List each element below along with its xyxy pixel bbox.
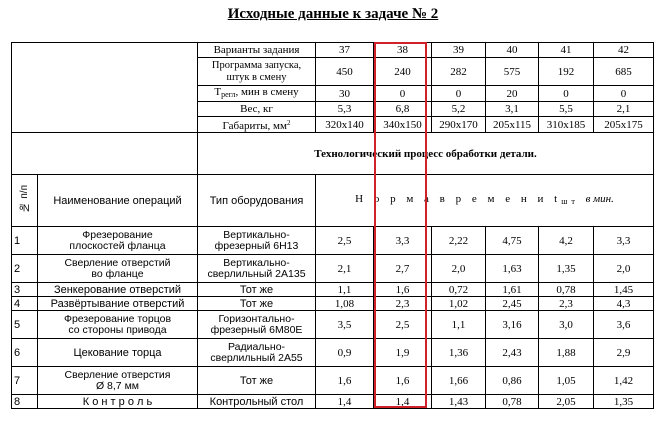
column-header-row	[12, 175, 654, 227]
operation-row	[12, 339, 654, 367]
treg-label: $Т_{регл}$, мин в смену	[198, 86, 316, 102]
caption-row	[12, 133, 654, 175]
dims-label: Габариты, $мм^2$	[198, 117, 316, 133]
param-weight-value: 2,1	[594, 102, 654, 117]
time-norm-value: 1,35	[539, 255, 594, 283]
time-norm-value: 1,02	[432, 297, 486, 311]
col-equipment-header: Тип оборудования	[198, 175, 316, 227]
param-dims-value: 205x115	[486, 117, 539, 133]
param-treg-value: 20	[486, 86, 539, 102]
param-dims-value: 320x140	[316, 117, 374, 133]
equipment-type: Горизонтально- фрезерный 6М80Е	[198, 311, 316, 339]
time-norm-value: 2,0	[594, 255, 654, 283]
time-norm-value: 2,3	[374, 297, 432, 311]
param-treg-value: 0	[539, 86, 594, 102]
time-norm-value: 2,5	[374, 311, 432, 339]
time-norm-value: 2,0	[432, 255, 486, 283]
operation-name: Фрезерование торцов со стороны привода	[38, 311, 198, 339]
operation-number: 7	[12, 367, 38, 395]
time-norm-value: 3,5	[316, 311, 374, 339]
equipment-type: Вертикально- сверлильный 2А135	[198, 255, 316, 283]
time-norm-value: 1,61	[486, 283, 539, 297]
param-weight-value: 5,2	[432, 102, 486, 117]
time-norm-value: 1,4	[316, 395, 374, 409]
time-norm-value: 2,05	[539, 395, 594, 409]
time-norm-value: 0,86	[486, 367, 539, 395]
time-norm-value: 2,7	[374, 255, 432, 283]
time-norm-value: 3,16	[486, 311, 539, 339]
time-norm-value: 1,42	[594, 367, 654, 395]
param-variants-value: 42	[594, 43, 654, 58]
time-norm-value: 1,08	[316, 297, 374, 311]
param-variants-value: 37	[316, 43, 374, 58]
time-norm-value: 1,35	[594, 395, 654, 409]
operation-name: Цекование торца	[38, 339, 198, 367]
time-norm-value: 1,88	[539, 339, 594, 367]
param-program-value: 192	[539, 58, 594, 86]
time-norm-value: 1,05	[539, 367, 594, 395]
time-norm-value: 2,3	[539, 297, 594, 311]
param-program-value: 450	[316, 58, 374, 86]
operation-row	[12, 395, 654, 409]
task-data-table	[11, 42, 654, 409]
param-weight-value: 6,8	[374, 102, 432, 117]
operation-name: К о н т р о л ь	[38, 395, 198, 409]
time-norm-value: 1,66	[432, 367, 486, 395]
time-norm-value: 0,9	[316, 339, 374, 367]
time-norm-value: 3,3	[374, 227, 432, 255]
param-dims-value: 205x175	[594, 117, 654, 133]
param-dims-value: 310x185	[539, 117, 594, 133]
page-title: Исходные данные к задаче № 2	[227, 6, 439, 22]
equipment-type: Тот же	[198, 283, 316, 297]
operation-name: Фрезерование плоскостей фланца	[38, 227, 198, 255]
param-variants-value: 38	[374, 43, 432, 58]
time-norm-value: 1,4	[374, 395, 432, 409]
operation-row	[12, 227, 654, 255]
operation-row	[12, 255, 654, 283]
program-label: Программа запуска, штук в смену	[198, 58, 316, 86]
param-program-value: 685	[594, 58, 654, 86]
time-norm-value: 4,75	[486, 227, 539, 255]
operation-name: Развёртывание отверстий	[38, 297, 198, 311]
time-norm-value: 1,36	[432, 339, 486, 367]
time-norm-value: 2,22	[432, 227, 486, 255]
param-variants-value: 39	[432, 43, 486, 58]
param-treg-value: 0	[594, 86, 654, 102]
param-program-value: 240	[374, 58, 432, 86]
operation-name: Сверление отверстия Ø 8,7 мм	[38, 367, 198, 395]
time-norm-value: 1,45	[594, 283, 654, 297]
time-norm-value: 2,5	[316, 227, 374, 255]
time-norm-value: 3,6	[594, 311, 654, 339]
param-dims-value: 340x150	[374, 117, 432, 133]
param-dims-value: 290x170	[432, 117, 486, 133]
equipment-type: Тот же	[198, 367, 316, 395]
operation-row	[12, 367, 654, 395]
time-norm-value: 1,6	[374, 367, 432, 395]
time-norm-value: 1,1	[432, 311, 486, 339]
variants-label: Варианты задания	[198, 43, 316, 58]
param-program-value: 575	[486, 58, 539, 86]
col-operation-header: Наименование операций	[38, 175, 198, 227]
param-treg-value: 30	[316, 86, 374, 102]
param-treg-value: 0	[432, 86, 486, 102]
blank-corner	[12, 43, 198, 133]
time-norm-value: 0,78	[539, 283, 594, 297]
equipment-type: Тот же	[198, 297, 316, 311]
operation-number: 4	[12, 297, 38, 311]
param-weight-value: 3,1	[486, 102, 539, 117]
time-norm-value: 1,6	[316, 367, 374, 395]
operation-row	[12, 297, 654, 311]
operation-row	[12, 283, 654, 297]
operation-name: Сверление отверстий во фланце	[38, 255, 198, 283]
operation-number: 2	[12, 255, 38, 283]
time-norm-value: 1,6	[374, 283, 432, 297]
time-norm-value: 2,45	[486, 297, 539, 311]
time-norm-value: 2,1	[316, 255, 374, 283]
time-norm-value: 2,43	[486, 339, 539, 367]
time-norm-value: 0,72	[432, 283, 486, 297]
time-norm-value: 0,78	[486, 395, 539, 409]
equipment-type: Вертикально- фрезерный 6Н13	[198, 227, 316, 255]
time-norm-value: 3,0	[539, 311, 594, 339]
operation-row	[12, 311, 654, 339]
time-norm-value: 3,3	[594, 227, 654, 255]
weight-label: Вес, кг	[198, 102, 316, 117]
operation-number: 1	[12, 227, 38, 255]
time-norm-value: 4,3	[594, 297, 654, 311]
col-num-header: № п/п	[12, 175, 38, 227]
caption-blank	[12, 133, 198, 175]
variants-row	[12, 43, 654, 58]
param-weight-value: 5,5	[539, 102, 594, 117]
time-norm-value: 1,43	[432, 395, 486, 409]
operation-number: 5	[12, 311, 38, 339]
equipment-type: Радиально- сверлильный 2А55	[198, 339, 316, 367]
time-norm-value: 1,1	[316, 283, 374, 297]
equipment-type: Контрольный стол	[198, 395, 316, 409]
operation-number: 8	[12, 395, 38, 409]
col-norm-header: Н о р м а в р е м е н и $t_{шт}$ в мин.	[316, 175, 654, 227]
time-norm-value: 1,63	[486, 255, 539, 283]
time-norm-value: 4,2	[539, 227, 594, 255]
operation-number: 6	[12, 339, 38, 367]
process-caption: Технологический процесс обработки детали.	[198, 133, 654, 175]
time-norm-value: 2,9	[594, 339, 654, 367]
operation-number: 3	[12, 283, 38, 297]
time-norm-value: 1,9	[374, 339, 432, 367]
param-treg-value: 0	[374, 86, 432, 102]
operation-name: Зенкерование отверстий	[38, 283, 198, 297]
param-weight-value: 5,3	[316, 102, 374, 117]
param-variants-value: 40	[486, 43, 539, 58]
param-program-value: 282	[432, 58, 486, 86]
param-variants-value: 41	[539, 43, 594, 58]
